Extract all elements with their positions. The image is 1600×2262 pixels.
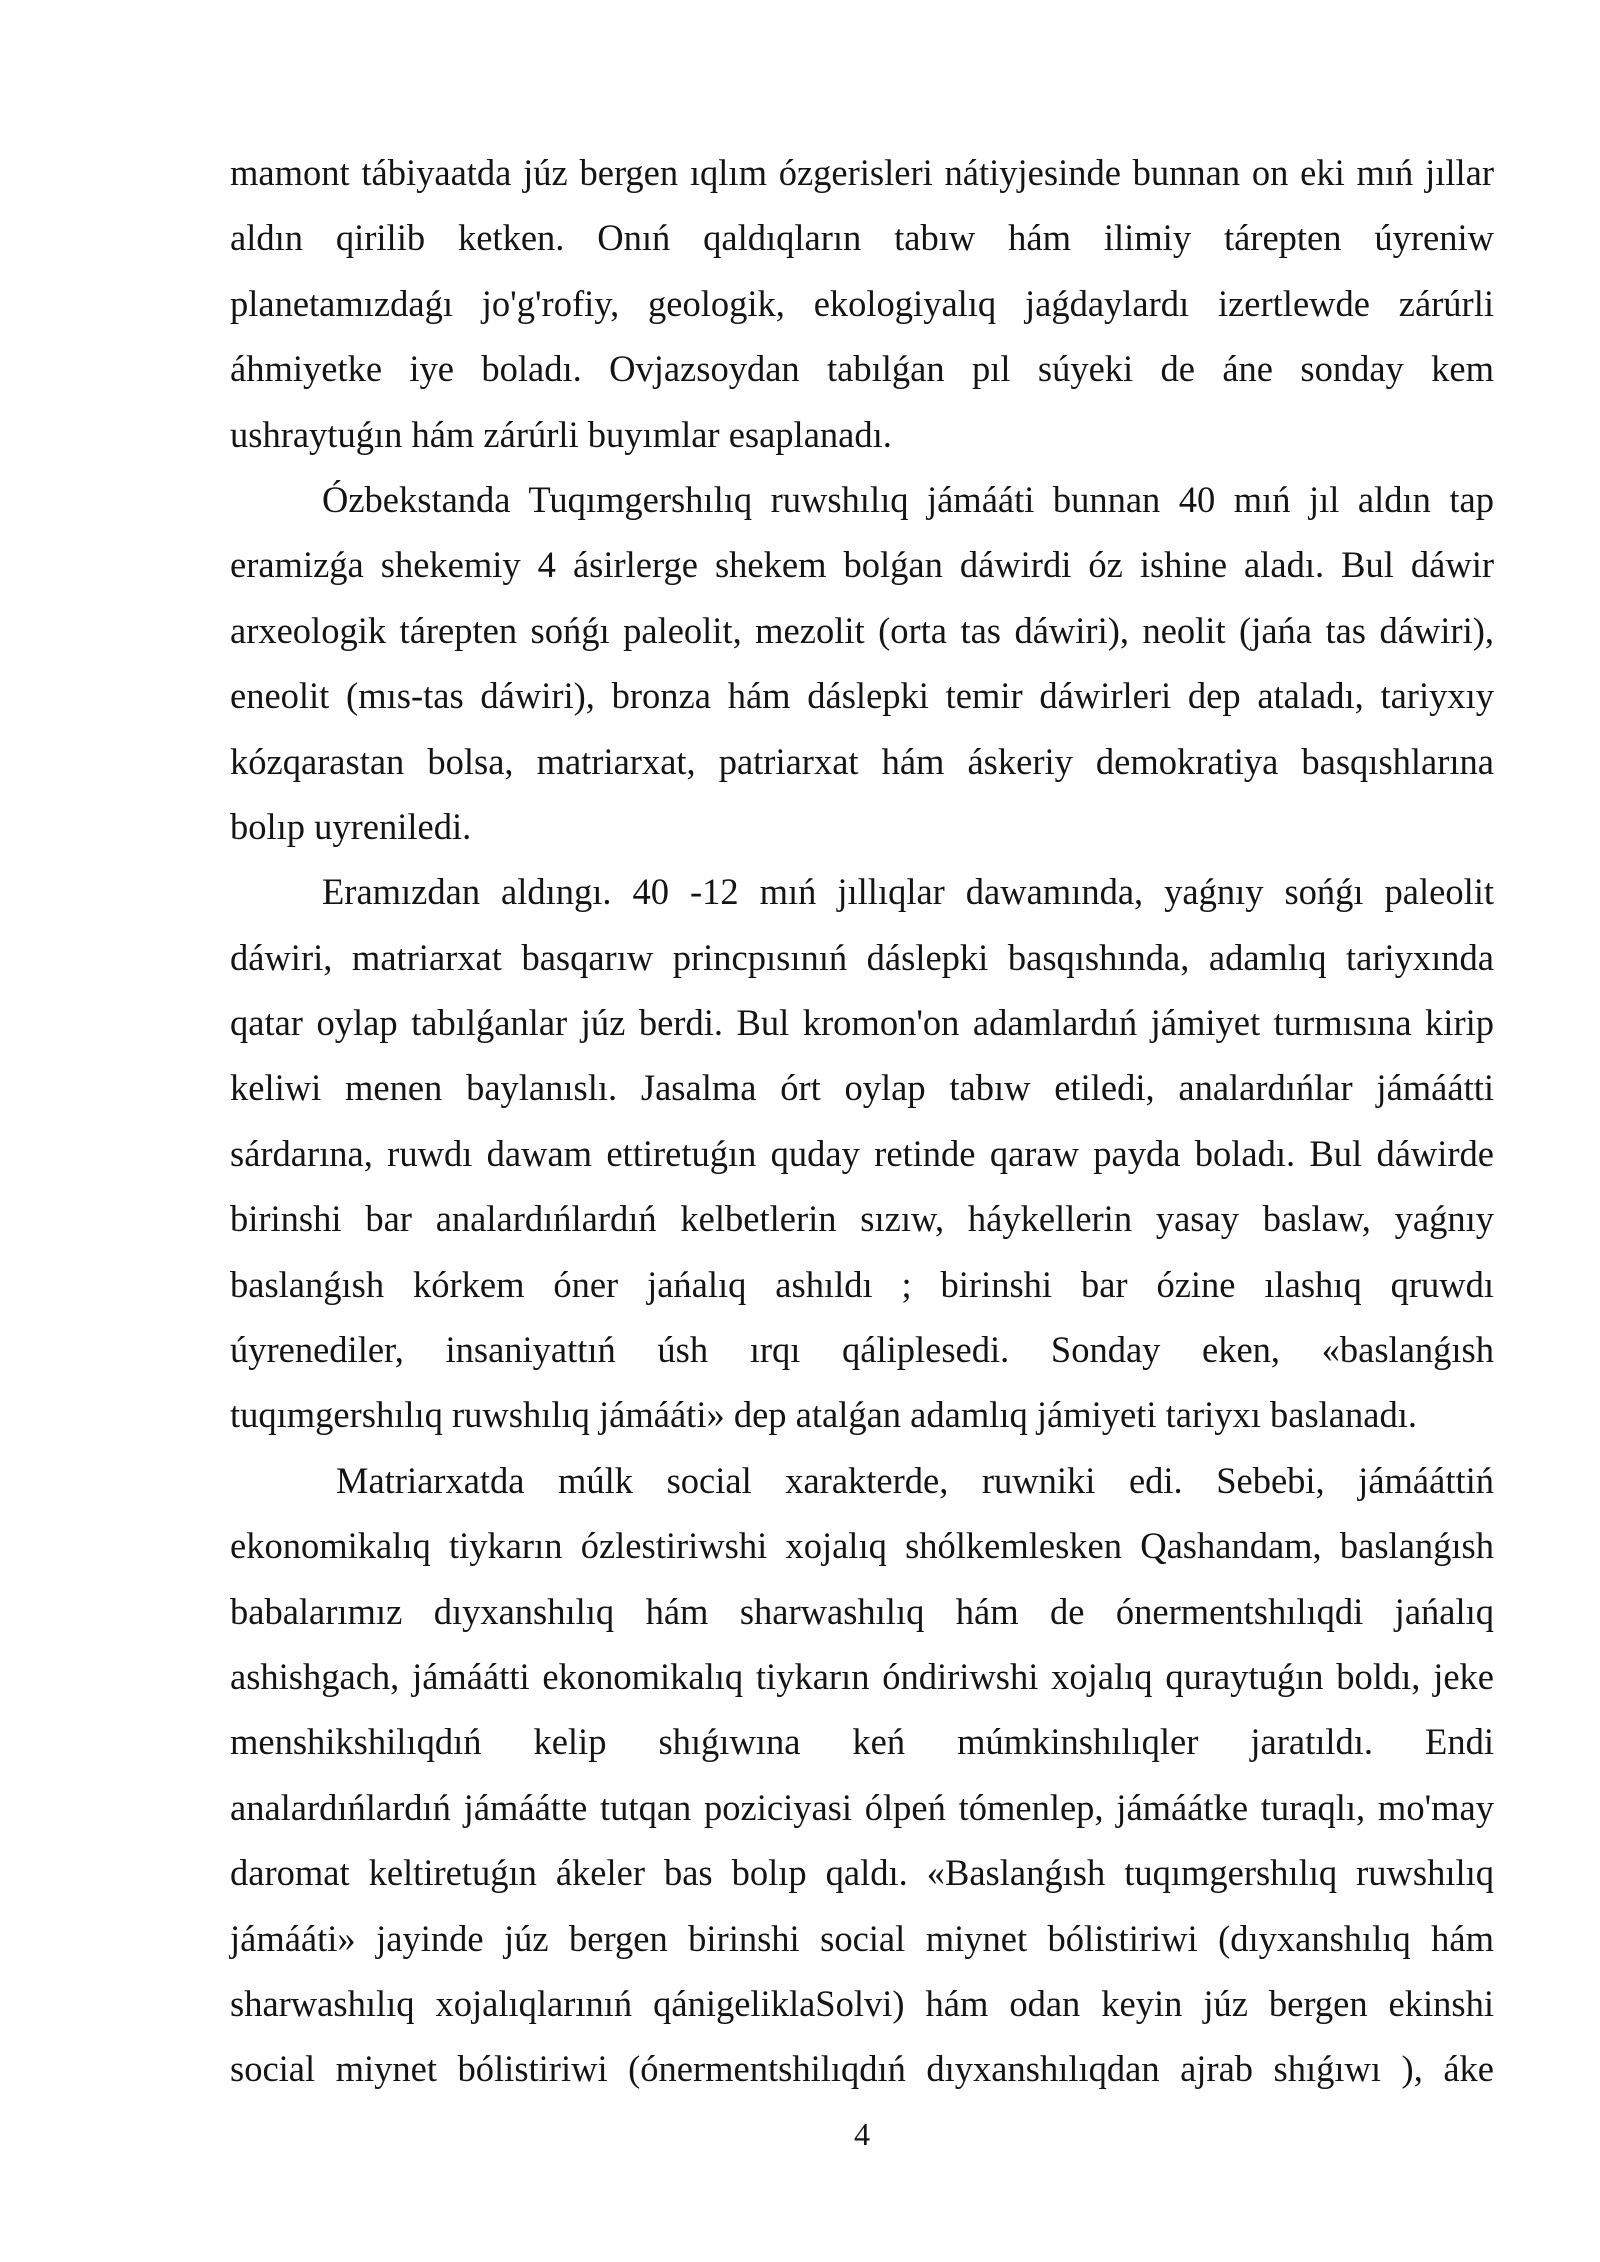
body-text xyxy=(230,140,1494,2102)
text-line: Eramızdan aldıngı. 40 -12 mıń jıllıqlar dawamında, yaǵnıy sońǵı paleolit xyxy=(322,871,1494,913)
text-line: kózqarastan bolsa, matriarxat, patriarxat hám áskeriy demokratiya basqıshlarına xyxy=(230,740,1494,782)
page-number: 4 xyxy=(854,2116,870,2152)
text-line: social miynet bólistiriwi (ónermentshilıqdıń dıyxanshılıqdan ajrab shıǵıwı ), áke xyxy=(230,2048,1494,2090)
text-line: ashishgach, jámáátti ekonomikalıq tiykarın óndiriwshi xojalıq quraytuǵın boldı, jeke xyxy=(230,1655,1494,1697)
text-line: ushraytuǵın hám zárúrli buyımlar esaplanadı. xyxy=(230,413,892,455)
paragraph xyxy=(230,467,1494,859)
text-line: daromat keltiretuǵın ákeler bas bolıp qaldı. «Baslanǵısh tuqımgershılıq ruwshılıq xyxy=(230,1852,1494,1894)
text-line: babalarımız dıyxanshılıq hám sharwashılıq hám de ónermentshılıqdi jańalıq xyxy=(230,1590,1494,1632)
text-line: Ózbekstanda Tuqımgershılıq ruwshılıq jámááti bunnan 40 mıń jıl aldın tap xyxy=(322,478,1494,520)
paragraph xyxy=(230,140,1494,467)
text-line: úyrenediler, insaniyattıń úsh ırqı qáliplesedi. Sonday eken, «baslanǵısh xyxy=(230,1329,1494,1371)
text-line: arxeologik tárepten sońǵı paleolit, mezolit (orta tas dáwiri), neolit (jańa tas dáwiri), xyxy=(230,609,1494,651)
text-line: keliwi menen baylanıslı. Jasalma órt oylap tabıw etiledi, analardıńlar jámáátti xyxy=(230,1067,1494,1109)
text-line: menshikshilıqdıń kelip shıǵıwına keń múmkinshılıqler jaratıldı. Endi xyxy=(230,1721,1494,1763)
text-line: ekonomikalıq tiykarın ózlestiriwshi xojalıq shólkemlesken Qashandam, baslanǵısh xyxy=(230,1525,1494,1567)
text-line: mamont tábiyaatda júz bergen ıqlım ózgerisleri nátiyjesinde bunnan on eki mıń jıllar xyxy=(230,152,1494,193)
text-line: Matriarxatda múlk social xarakterde, ruwniki edi. Sebebi, jámááttiń xyxy=(336,1459,1494,1501)
text-line: bolıp uyreniledi. xyxy=(230,805,472,847)
text-line: dáwiri, matriarxat basqarıw princpısınıń dáslepki basqıshında, adamlıq tariyxında xyxy=(230,936,1494,978)
text-line: planetamızdaǵı jo'g'rofiy, geologik, ekologiyalıq jaǵdaylardı izertlewde zárúrli xyxy=(230,282,1494,324)
text-line: baslanǵısh kórkem óner jańalıq ashıldı ; birinshi bar ózine ılashıq qruwdı xyxy=(230,1263,1494,1305)
text-line: analardıńlardıń jámáátte tutqan poziciyasi ólpeń tómenlep, jámáátke turaqlı, mo'may xyxy=(230,1786,1494,1828)
text-line: eneolit (mıs-tas dáwiri), bronza hám dáslepki temir dáwirleri dep ataladı, tariyxıy xyxy=(230,675,1494,717)
text-line: qatar oylap tabılǵanlar júz berdi. Bul kromon'on adamlardıń jámiyet turmısına kirip xyxy=(230,1002,1494,1044)
text-line: aldın qirilib ketken. Onıń qaldıqların tabıw hám ilimiy tárepten úyreniw xyxy=(230,217,1494,259)
text-line: eramizǵa shekemiy 4 ásirlerge shekem bolǵan dáwirdi óz ishine aladı. Bul dáwir xyxy=(230,544,1494,586)
paragraph xyxy=(230,859,1494,1448)
text-line: jámááti» jayinde júz bergen birinshi social miynet bólistiriwi (dıyxanshılıq hám xyxy=(230,1917,1494,1959)
paragraph xyxy=(230,1448,1494,2102)
text-line: tuqımgershılıq ruwshılıq jámááti» dep atalǵan adamlıq jámiyeti tariyxı baslanadı. xyxy=(230,1394,1417,1436)
text-line: sharwashılıq xojalıqlarınıń qánigeliklaSolvi) hám odan keyin júz bergen ekinshi xyxy=(230,1982,1494,2024)
text-line: sárdarına, ruwdı dawam ettiretuǵın quday retinde qaraw payda boladı. Bul dáwirde xyxy=(230,1132,1494,1174)
text-line: birinshi bar analardıńlardıń kelbetlerin sızıw, háykellerin yasay baslaw, yaǵnıy xyxy=(230,1198,1494,1240)
text-line: áhmiyetke iye boladı. Ovjazsoydan tabılǵan pıl súyeki de áne sonday kem xyxy=(230,348,1494,390)
